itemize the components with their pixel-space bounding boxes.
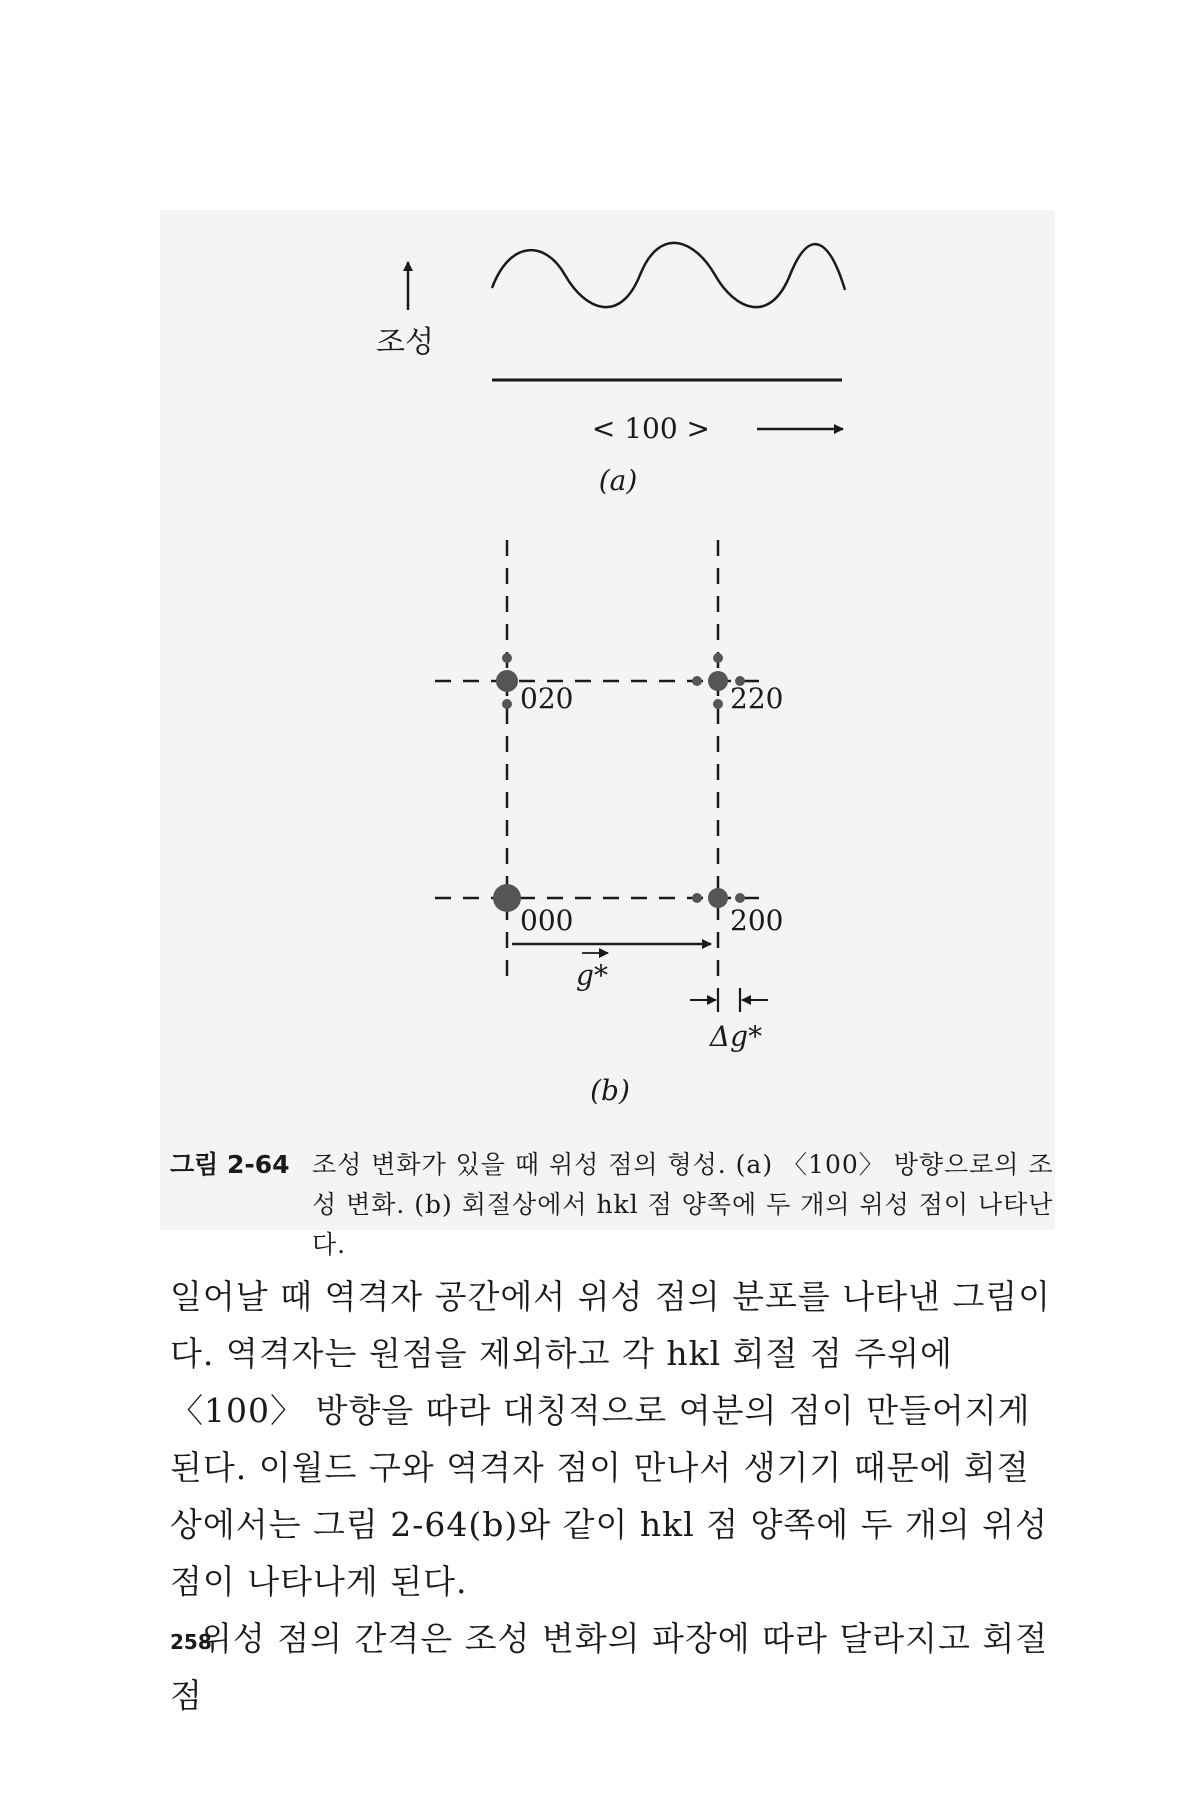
composition-wave	[492, 243, 845, 307]
panel-a	[376, 243, 845, 497]
satellite-020-up	[502, 653, 512, 663]
spot-220	[708, 671, 728, 691]
caption-label: 그림 2-64	[170, 1150, 290, 1179]
panel-b	[435, 540, 783, 1107]
satellite-220-up	[713, 653, 723, 663]
body-text	[170, 1268, 1055, 1724]
spot-020	[496, 670, 518, 692]
satellite-200-left	[692, 893, 702, 903]
page-number: 258	[170, 1630, 212, 1654]
satellite-220-left	[692, 676, 702, 686]
spot-000	[493, 884, 521, 912]
figure-caption	[170, 1145, 1070, 1265]
caption-text: 조성 변화가 있을 때 위성 점의 형성. (a) 〈100〉 방향으로의 조성 변화. (b) 회절상에서 hkl 점 양쪽에 두 개의 위성 점이 나타난다.	[312, 1150, 1054, 1259]
spot-label-000: 000	[520, 904, 574, 937]
composition-axis-label: 조성	[376, 325, 434, 360]
satellite-220-down	[713, 699, 723, 709]
satellite-200-right	[735, 893, 745, 903]
body-paragraph-1: 일어날 때 역격자 공간에서 위성 점의 분포를 나타낸 그림이다. 역격자는 원점을 제외하고 각 hkl 회절 점 주위에 〈100〉 방향을 따라 대칭적으로 여분의 점이 만들어지게 된다. 이월드 구와 역격자 점이 만나서 생기기 때문에 회절상에서는 그림 2-64(b)와 같이 hkl 점 양쪽에 두 개의 위성 점이 나타나게 된다.	[170, 1277, 1051, 1601]
spot-label-220: 220	[730, 682, 784, 715]
panel-a-label: (a)	[598, 464, 638, 497]
spot-200	[708, 888, 728, 908]
body-paragraph-2: 위성 점의 간격은 조성 변화의 파장에 따라 달라지고 회절 점	[170, 1619, 1049, 1715]
g-vector-label: g*	[576, 959, 608, 992]
direction-label: < 100 >	[591, 412, 710, 445]
spot-label-200: 200	[730, 904, 784, 937]
spot-label-020: 020	[520, 682, 574, 715]
delta-label: Δg*	[709, 1020, 763, 1053]
panel-b-label: (b)	[590, 1074, 630, 1107]
satellite-020-down	[502, 699, 512, 709]
lattice-lines	[435, 540, 770, 980]
